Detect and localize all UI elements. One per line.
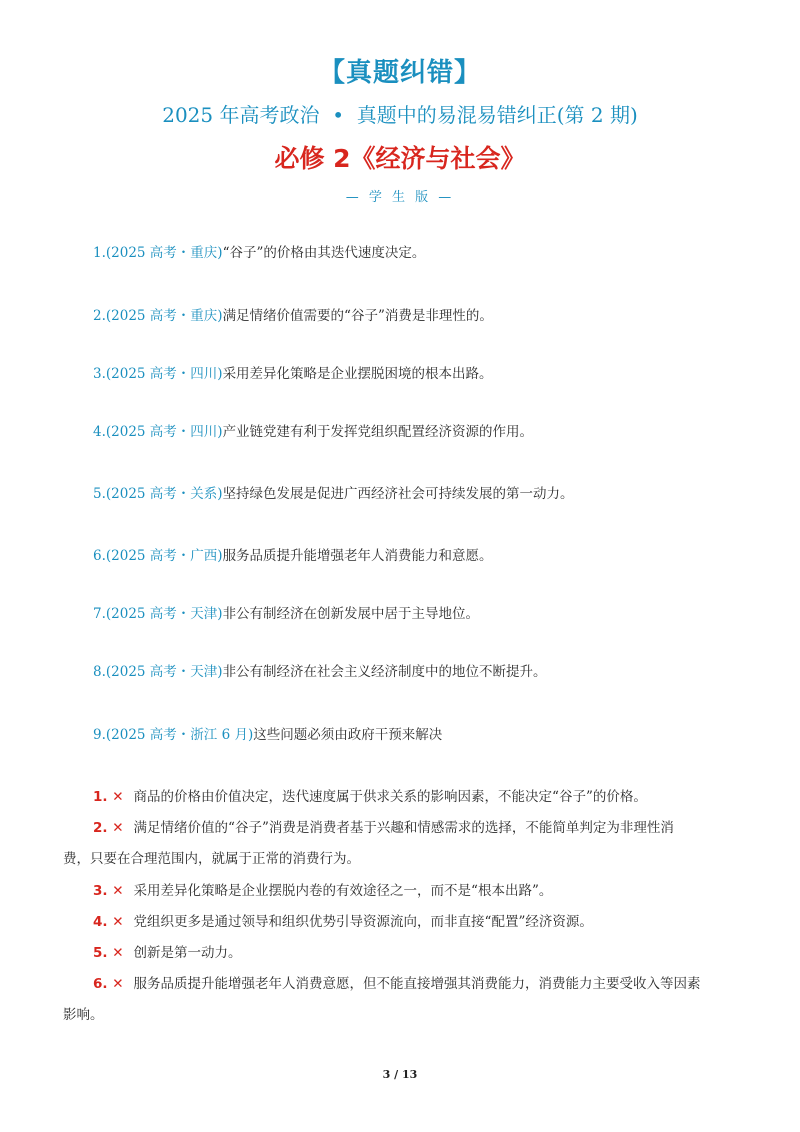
question-item	[93, 422, 773, 442]
question-item	[93, 662, 773, 682]
answer-continuation: 影响。	[63, 1007, 104, 1023]
question-text: 产业链党建有利于发挥党组织配置经济资源的作用。	[222, 424, 534, 440]
wrong-mark: 1. ✕	[93, 789, 124, 805]
answer-item	[63, 782, 743, 813]
question-source: 8.(2025 高考・天津)	[93, 664, 223, 680]
answer-text: 服务品质提升能增强老年人消费意愿，但不能直接增强其消费能力，消费能力主要受收入等因素	[133, 976, 701, 992]
answer-text: 满足情绪价值的“谷子”消费是消费者基于兴趣和情感需求的选择，不能简单判定为非理性消	[133, 820, 674, 836]
question-text: 坚持绿色发展是促进广西经济社会可持续发展的第一动力。	[222, 486, 574, 502]
module-title: 必修 2《经济与社会》	[274, 144, 526, 173]
question-source: 7.(2025 高考・天津)	[93, 606, 223, 622]
question-item	[93, 546, 773, 566]
page-number: 3 / 13	[382, 1068, 418, 1081]
answer-item	[63, 969, 743, 1031]
question-item	[93, 243, 773, 263]
page-subtitle: 2025 年高考政治 • 真题中的易混易错纠正(第 2 期)	[162, 103, 638, 127]
wrong-mark: 4. ✕	[93, 914, 124, 930]
question-source: 9.(2025 高考・浙江 6 月)	[93, 727, 254, 743]
question-source: 4.(2025 高考・四川)	[93, 424, 223, 440]
wrong-mark: 3. ✕	[93, 883, 124, 899]
question-source: 1.(2025 高考・重庆)	[93, 245, 223, 261]
wrong-mark: 5. ✕	[93, 945, 124, 961]
question-text: 非公有制经济在社会主义经济制度中的地位不断提升。	[222, 664, 547, 680]
answer-text: 商品的价格由价值决定，迭代速度属于供求关系的影响因素，不能决定“谷子”的价格。	[133, 789, 647, 805]
question-item	[93, 484, 773, 504]
edition-label: — 学 生 版 —	[345, 190, 455, 205]
answer-text: 创新是第一动力。	[133, 945, 242, 961]
wrong-mark: 2. ✕	[93, 820, 124, 836]
answer-text: 党组织更多是通过领导和组织优势引导资源流向，而非直接“配置”经济资源。	[133, 914, 593, 930]
answer-item	[63, 907, 743, 938]
question-item	[93, 604, 773, 624]
answer-item	[63, 813, 743, 875]
answer-item	[63, 938, 743, 969]
question-source: 2.(2025 高考・重庆)	[93, 308, 223, 324]
question-text: 采用差异化策略是企业摆脱困境的根本出路。	[222, 366, 493, 382]
question-item	[93, 306, 773, 326]
question-text: 满足情绪价值需要的“谷子”消费是非理性的。	[222, 308, 493, 324]
question-source: 6.(2025 高考・广西)	[93, 548, 223, 564]
answer-item	[63, 876, 743, 907]
page-title: 【真题纠错】	[318, 58, 481, 88]
wrong-mark: 6. ✕	[93, 976, 124, 992]
question-text: “谷子”的价格由其迭代速度决定。	[222, 245, 426, 261]
question-item	[93, 364, 773, 384]
question-text: 这些问题必须由政府干预来解决	[253, 727, 443, 743]
question-item	[93, 725, 773, 745]
answer-continuation: 费，只要在合理范围内，就属于正常的消费行为。	[63, 851, 360, 867]
question-text: 非公有制经济在创新发展中居于主导地位。	[222, 606, 480, 622]
question-source: 3.(2025 高考・四川)	[93, 366, 223, 382]
question-text: 服务品质提升能增强老年人消费能力和意愿。	[222, 548, 493, 564]
answer-text: 采用差异化策略是企业摆脱内卷的有效途径之一，而不是“根本出路”。	[133, 883, 553, 899]
question-source: 5.(2025 高考・关系)	[93, 486, 223, 502]
